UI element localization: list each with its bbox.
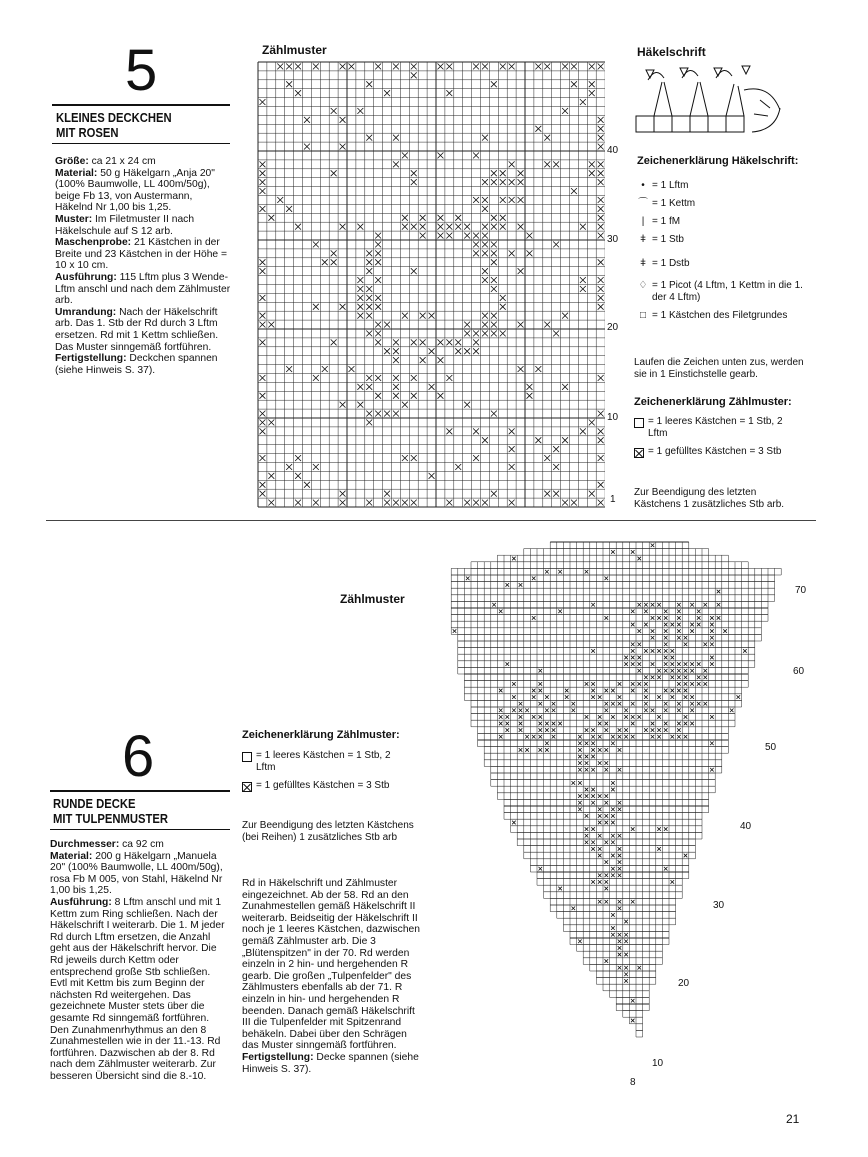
- row6-label-8: 8: [630, 1077, 636, 1088]
- legend-item-lftm: • = 1 Lftm: [634, 180, 814, 192]
- legend5-title: Zeichenerklärung Häkelschrift:: [637, 155, 799, 167]
- title-rule-top: [52, 104, 230, 106]
- row6-label-40: 40: [740, 821, 752, 832]
- row-label-1: 1: [610, 494, 616, 505]
- filled-box-icon: [634, 448, 644, 458]
- pattern-number-5: 5: [125, 38, 158, 103]
- legend-item-picot: ♢ = 1 Picot (4 Lftm, 1 Kettm in die 1. der 4 Lftm): [634, 280, 814, 304]
- row6-label-60: 60: [793, 666, 805, 677]
- legend5-list: [634, 180, 814, 328]
- row-label-10: 10: [607, 412, 619, 423]
- legend-item-dstb: ǂ = 1 Dstb: [634, 258, 814, 270]
- row6-label-30: 30: [713, 900, 725, 911]
- pattern6-instructions: Durchmesser: ca 92 cm Material: 200 g Häkelgarn „Manuela 20" (100% Baumwolle, LL 400m/50g), rosa Fb M 005, von Stahl, Häkelnd Nr 1,00 bis 1,25. Ausführung: 8 Lftm anschl und mit 1 Kettm zum Ring schließen. Nach der Häkelschrift I weiterarb. Die 1. M jeder Rd durch Lftm ersetzen, die Anzahl geht aus der Häkelschrift hervor. Die Rd jeweils durch Kettm oder entsprechend große Stb schließen. Evtl mit Kettm bis zum Beginn der nächsten Rd weitergehen. Das gezeichnete Muster stets über die gesamte Rd sinngemäß fortführen. Den Zunahmenrhythmus an den 8 Zunahmestellen wie in der 11.-13. Rd fortführen. Dazwischen ab der 8. Rd nach dem Zählmuster weiterarb. Zur besseren Übersicht sind die 8.-10.: [50, 839, 225, 1082]
- pattern6-title: [53, 797, 168, 827]
- chart5-title: Zählmuster: [262, 43, 327, 57]
- legend5b-list: = 1 leeres Kästchen = 1 Stb, 2 Lftm = 1 gefülltes Kästchen = 3 Stb: [634, 416, 794, 464]
- section-divider: [46, 520, 816, 521]
- title6-line1: RUNDE DECKE: [53, 797, 136, 811]
- legend5-end-note: Zur Beendigung des letzten Kästchens 1 zusätzliches Stb arb.: [634, 487, 785, 510]
- legend-item-fm: | = 1 fM: [634, 216, 814, 228]
- row6-label-50: 50: [765, 742, 777, 753]
- title6-rule-top: [50, 790, 230, 792]
- dot-icon: •: [641, 180, 645, 191]
- arc-icon: ⌒: [638, 198, 648, 209]
- legend5-note: Laufen die Zeichen unten zus, werden sie in 1 Einstichstelle gearb.: [634, 357, 804, 380]
- legend6-title: Zeichenerklärung Zählmuster:: [242, 729, 400, 741]
- square-icon: □: [639, 310, 647, 321]
- legend5b-title: Zeichenerklärung Zählmuster:: [634, 396, 792, 408]
- bar-icon: |: [641, 216, 645, 227]
- title-line2: MIT ROSEN: [56, 126, 119, 140]
- haekelschrift-title: Häkelschrift: [637, 45, 706, 59]
- title-line1: KLEINES DECKCHEN: [56, 111, 172, 125]
- row-label-30: 30: [607, 234, 619, 245]
- page-number: 21: [786, 1112, 800, 1126]
- haekelschrift-diagram: [634, 60, 784, 142]
- picot-icon: ♢: [638, 280, 648, 291]
- row-label-40: 40: [607, 145, 619, 156]
- chart6-title: Zählmuster: [340, 592, 405, 606]
- legend-item-stb: ǂ = 1 Stb: [634, 234, 814, 246]
- legend-item-square: □ = 1 Kästchen des Filetgrundes: [634, 310, 814, 322]
- row6-label-70: 70: [795, 585, 807, 596]
- legend6-end-note: Zur Beendigung des letzten Kästchens (bei Reihen) 1 zusätzliches Stb arb: [242, 820, 414, 843]
- legend6-list: = 1 leeres Kästchen = 1 Stb, 2 Lftm = 1 gefülltes Kästchen = 3 Stb: [242, 750, 402, 798]
- pattern6-instructions-col2: Rd in Häkelschrift und Zählmuster eingezeichnet. Ab der 58. Rd an den Zunahmestellen gemäß Häkelschrift II weiterarb. Beidseitig der Häkelschrift II noch je 1 leeres Kästchen, dazwischen gemäß Zählmuster arb. Die 3 „Blütenspitzen" in der 70. Rd werden einzeln in 2 hin- und hergehenden R gearb. Die großen „Tulpenfelder" des Zählmusters ebenfalls ab der 71. R einzeln in hin- und hergehenden R beenden. Danach gemäß Häkelschrift III die Tulpenfelder mit Spitzenrand behäkeln. Dabei über den Schrägen das Muster sinngemäß fortführen. Fertigstellung: Decke spannen (siehe Hinweis S. 37).: [242, 878, 421, 1075]
- filled-box-icon: [242, 782, 252, 792]
- row-label-20: 20: [607, 322, 619, 333]
- row6-label-20: 20: [678, 978, 690, 989]
- pattern5-instructions: Größe: ca 21 x 24 cm Material: 50 g Häkelgarn „Anja 20" (100% Baumwolle, LL 400m/50g), beige Fb 13, von Austermann, Häkelnd Nr 1,00 bis 1,25. Muster: Im Filetmuster II nach Häkelschule auf S 12 arb. Maschenprobe: 21 Kästchen in der Breite und 23 Kästchen in der Höhe = 10 x 10 cm. Ausführung: 115 Lftm plus 3 Wende-Lftm anschl und nach dem Zählmuster arb. Umrandung: Nach der Häkelschrift arb. Das 1. Stb der Rd durch 3 Lftm ersetzen. Rd mit 1 Kettm schließen. Das Muster sinngemäß fortführen. Fertigstellung: Deckchen spannen (siehe Hinweis S. 37).: [55, 156, 231, 376]
- dstb-icon: ǂ: [640, 258, 646, 269]
- stb-icon: ǂ: [640, 234, 646, 245]
- title6-rule-bottom: [50, 829, 230, 830]
- chart5-grid: [255, 58, 605, 508]
- pattern5-title: [56, 111, 172, 141]
- title6-line2: MIT TULPENMUSTER: [53, 812, 169, 826]
- chart6-grid: [438, 540, 798, 1040]
- row6-label-10: 10: [652, 1058, 664, 1069]
- legend-item-kettm: ⌒ = 1 Kettm: [634, 198, 814, 210]
- empty-box-icon: [634, 418, 644, 428]
- empty-box-icon: [242, 752, 252, 762]
- title-rule-bottom: [52, 143, 230, 144]
- pattern-number-6: 6: [122, 724, 155, 789]
